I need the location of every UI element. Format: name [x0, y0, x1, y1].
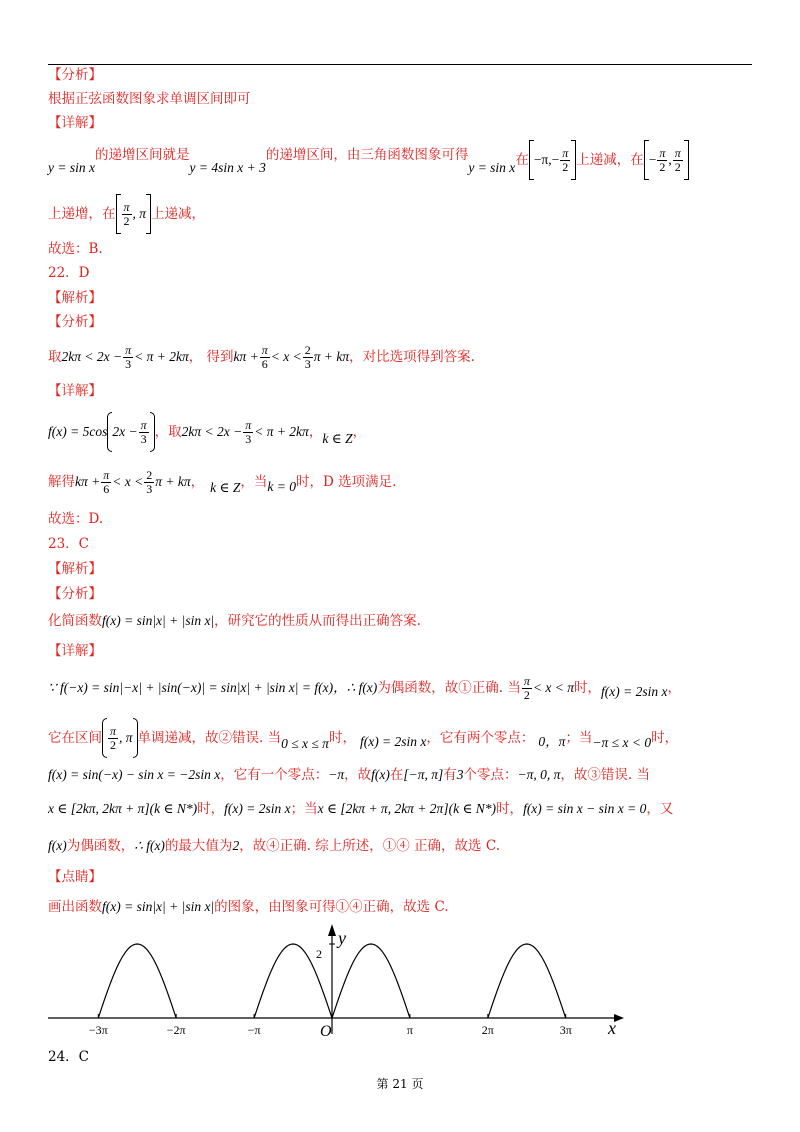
interval-half-pi: − $\frac{\pi}{2}$ , $\frac{\pi}{2}$ — [644, 140, 689, 180]
q23-detail-line4: x ∈ [2kπ, 2kπ + π](k ∈ N*)时，f(x) = 2sin x；当x ∈ [2kπ + π, 2kπ + 2π](k ∈ N*)时，f(x) = sin x − sin x = 0，又 — [48, 801, 674, 817]
q23-detail-line1: ∵ f(−x) = sin|−x| + |sin(−x)| = sin|x| + |sin x| = f(x)，∴ f(x) 为偶函数，故①正确. 当 $\frac{\pi}{2}$ < x < π 时， f(x) = 2sin x ， — [48, 673, 681, 702]
x-tick-label: 2π — [481, 1023, 494, 1037]
analysis-tag: 【分析】 — [48, 67, 102, 83]
q22-detail-line1: f(x) = 5cos 2x − $\frac{\pi}{3}$ ，取 2kπ < 2x − $\frac{\pi}{3}$ < π + 2kπ ， k ∈ Z ， — [48, 408, 366, 456]
page-footer: 第 21 页 — [376, 1077, 424, 1091]
q22-number: 22．D — [48, 265, 90, 281]
x-axis-label: x — [608, 1018, 616, 1038]
q22-analysis-line: 取 2kπ < 2x − $\frac{\pi}{3}$ < π + 2kπ ， 得到 kπ + $\frac{\pi}{6}$ < x < $\frac{2}{3}$ π + kπ ，对比选项得到答案. — [48, 342, 475, 371]
q23-analysis-line: 化简函数f(x) = sin|x| + |sin x|，研究它的性质从而得出正确答案. — [48, 613, 421, 629]
q21-detail-line1: y = sin x 的递增区间就是 y = 4sin x + 3 的递增区间，由三角函数图象可得 y = sin x 在 −π , − $\frac{\pi}{2}$ 上递减，在 − $\frac{\pi}{2}$ , $\frac{\pi}{2}$ — [48, 138, 689, 182]
q22-detail-tag: 【详解】 — [48, 383, 102, 399]
y-tick-label: 2 — [316, 947, 322, 961]
interval-half-to-pi: $\frac{\pi}{2}$ , π — [116, 194, 152, 234]
curve-arch-3 — [332, 944, 410, 1018]
q22-detail-line2: 解得 kπ + $\frac{\pi}{6}$ < x < $\frac{2}{3}$ π + kπ ， k ∈ Z ，当 k = 0 时，D 选项满足. — [48, 467, 397, 496]
curve-arch-4 — [488, 944, 566, 1018]
interval-neg-pi: −π , − $\frac{\pi}{2}$ — [529, 140, 576, 180]
q22-conclusion: 故选：D. — [48, 511, 104, 527]
q23-comment-line: 画出函数f(x) = sin|x| + |sin x|的图象，由图象可得①④正确，故选 C. — [48, 899, 449, 915]
x-tick-label: 3π — [559, 1023, 572, 1037]
q23-comment-tag: 【点睛】 — [48, 869, 102, 885]
x-tick-label: π — [406, 1023, 413, 1037]
q23-detail-line2: 它在区间 $\frac{\pi}{2}$ , π 单调递减，故②错误. 当 0 ≤ x ≤ π 时， f(x) = 2sin x ，它有两个零点： 0，π ；当 −π ≤ x < 0 时， — [48, 718, 678, 758]
q23-analysis-tag: 【分析】 — [48, 586, 102, 602]
x-tick-label: −π — [247, 1023, 261, 1037]
q23-parse-tag: 【解析】 — [48, 561, 102, 577]
analysis-text: 根据正弦函数图象求单调区间即可 — [48, 91, 251, 107]
q23-detail-line5: f(x)为偶函数，∴ f(x)的最大值为2，故④正确. 综上所述，①④ 正确，故选 C. — [48, 838, 500, 854]
q23-number: 23．C — [48, 536, 90, 552]
x-tick-label: −3π — [88, 1023, 108, 1037]
y-axis-label: y — [338, 928, 346, 948]
detail-tag: 【详解】 — [48, 115, 102, 131]
y-axis-arrow — [328, 924, 336, 936]
origin-label: O — [320, 1023, 332, 1040]
x-tick-label: −2π — [166, 1023, 186, 1037]
q22-parse-tag: 【解析】 — [48, 290, 102, 306]
function-graph — [40, 922, 630, 1040]
q24-number: 24．C — [48, 1049, 90, 1065]
q21-detail-line2: 上递增，在 $\frac{\pi}{2}$ , π 上递减， — [48, 192, 205, 236]
q21-conclusion: 故选：B. — [48, 241, 103, 257]
header-rule — [48, 64, 752, 65]
curve-arch-1 — [98, 944, 176, 1018]
q23-detail-line3: f(x) = sin(−x) − sin x = −2sin x，它有一个零点：−π，故f(x)在[−π, π]有3个零点：−π, 0, π，故③错误. 当 — [48, 767, 651, 783]
q23-detail-tag: 【详解】 — [48, 643, 102, 659]
q22-analysis-tag: 【分析】 — [48, 314, 102, 330]
